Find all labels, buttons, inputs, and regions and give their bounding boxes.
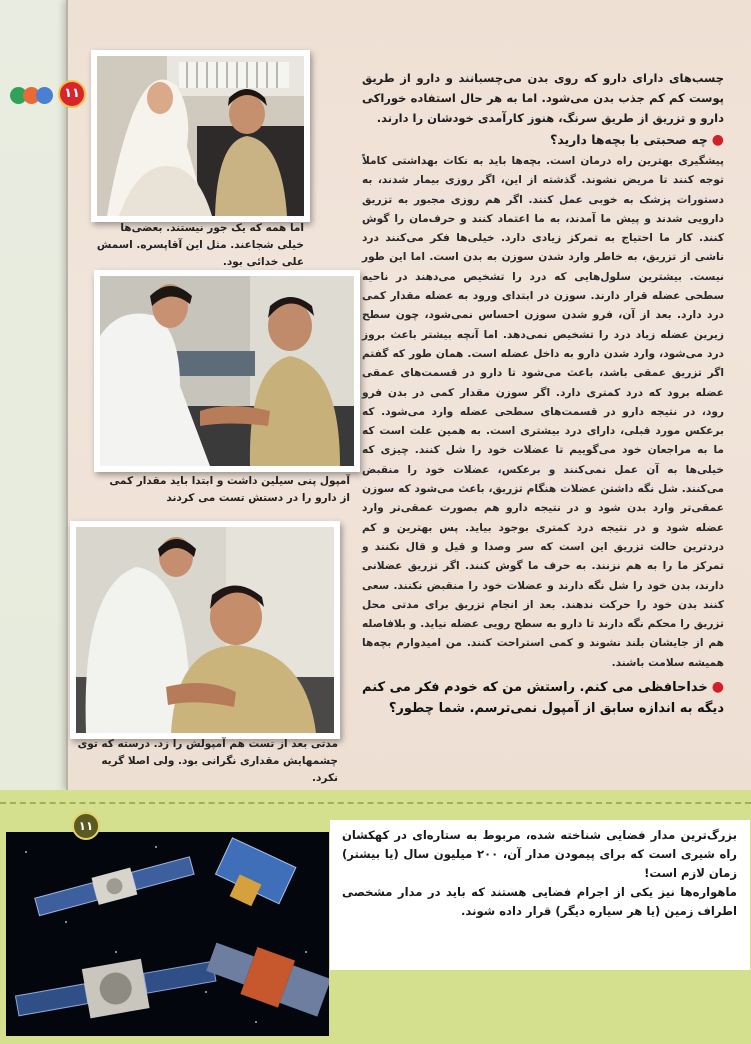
- bullet-icon: ●: [711, 679, 725, 696]
- fact-number-badge: ۱۱: [72, 812, 100, 840]
- closing-text: خداحافظی می کنم. راستش من که خودم فکر می کنم دیگه به اندازه سابق از آمپول نمی‌ترسم. شما چطور؟: [362, 680, 724, 717]
- photo2-caption: آمپول پنی سیلین داشت و ابتدا باید مقدار کمی از دارو را در دستش تست می کردند: [109, 475, 350, 504]
- dot-blue: [36, 87, 53, 104]
- article-body: [362, 68, 724, 732]
- article-question: [362, 130, 724, 150]
- left-margin-strip: [0, 0, 66, 790]
- photo-injection: [70, 521, 340, 739]
- fact-paragraph-2: ماهواره‌ها نیز یکی از اجرام فضایی هستند که باید در مدار مشخصی اطراف زمین (یا هر سیاره دیگر) قرار داده شوند.: [342, 885, 737, 918]
- fact-paragraph-1: بزرگ‌ترین مدار فضایی شناخته شده، مربوط به ستاره‌ای در کهکشان راه شیری است که برای پیمودن مدار آن، ۲۰۰ میلیون سال (یا بیشتر) زمان لازم است!: [342, 828, 737, 880]
- photo-doctor-testing: [94, 270, 360, 472]
- article-closing: [362, 677, 724, 719]
- article-paragraph: پیشگیری بهترین راه درمان است. بچه‌ها باید به نکات بهداشتی کاملاً توجه کنند تا مریض نشوند. گذشته از این، اگر روزی بیمار شدند، به دستورات پزشک به خوبی عمل کنند. اگر هم روزی مجبور به تزریق دارویی شدند و پیش ما آمدند، به ما اعتماد کنند و حرف‌مان را گوش کنند. کار ما احتیاج به تمرکز زیادی دارد. خیلی‌ها فکر می‌کنند درد ناشی از تزریق، به خاطر وارد شدن سوزن به بدن است. اما این طور نیست. بیشترین سلول‌هایی که درد را تشخیص می‌دهند در ناحیه سطحی عضله قرار دارند. سوزن در ابتدای ورود به عضله مقدار کمی درد دارد. بعد از آن، فرو شدن سوزن احساس نمی‌شود، چون سطح زیرین عضله زیاد درد را تشخیص نمی‌دهد. اما آنچه بیشتر باعث بروز درد می‌شود، وارد شدن دارو به داخل عضله است. همان طور که گفتم اگر تزریق عمقی باشد، باعث می‌شود تا دارو در قسمت‌های عمقی عضله برود که درد کمتری دارد. اگر سوزن مقدار کمی در بدن فرو رود، در نتیجه دارو در قسمت‌های سطحی عضله وارد می‌شود. که برعکس مورد قبلی، دارای درد بیشتری است. به همین علت است که ما به مراجعان خود می‌گوییم تا عضلات خود را شل کنند. چیزی که خیلی‌ها به آن عمل نمی‌کنند و برعکس، عضلات خود را منقبض می‌کنند. شل نگه داشتن عضلات هنگام تزریق، باعث می‌شود که سوزن عمقی‌تر وارد بدن شود و در نتیجه دارو هم بصورت عمقی‌تر وارد عضله شود و در نتیجه درد کمتری بوجود بیاید. پس بهترین و کم دردترین حالت تزریق این است که سر وصدا و قیل و قال نکنند و تمرکز ما را به هم نزنند. به حرف ما گوش کنند. اگر تزریق عضلانی دارند، بدن خود را شل نگه دارند و عضلات خود را منقبض نکنند. سعی کنند بدن خود را حرکت ندهند. بعد از انجام تزریق برای مدتی محل تزریق را محکم نگه دارند تا دارو به سطح رویی عضله نیاید. و بلافاصله هم از جایشان بلند نشوند و کمی استراحت کنند. من امیدوارم بچه‌ها همیشه سلامت باشند.: [362, 155, 724, 669]
- question-text: چه صحبتی با بچه‌ها دارید؟: [550, 132, 708, 147]
- photo-nurse-and-boy: [91, 50, 310, 222]
- section-divider: [0, 802, 751, 804]
- article-lead: چسب‌های دارای دارو که روی بدن می‌چسبانند و دارو از طریق پوست کم کم جذب بدن می‌شود. اما به هر حال استفاده خوراکی دارو و تزریق از طریق سرنگ، هنوز کارآمدی خودشان را دارند.: [362, 71, 724, 125]
- bullet-icon: ●: [711, 132, 724, 148]
- fact-text: [342, 826, 737, 921]
- photo3-caption: مدتی بعد از تست هم آمپولش را زد. درسته که توی چشمهایش مقداری نگرانی بود. ولی اصلا گریه نکرد.: [77, 738, 338, 784]
- satellites-image: [6, 832, 329, 1036]
- photo1-caption: اما همه که یک جور نیستند. بعضی‌ها خیلی شجاعند. مثل این آقاپسره. اسمش علی خدائی بود.: [96, 222, 304, 268]
- page-number-badge: ۱۱: [58, 80, 86, 108]
